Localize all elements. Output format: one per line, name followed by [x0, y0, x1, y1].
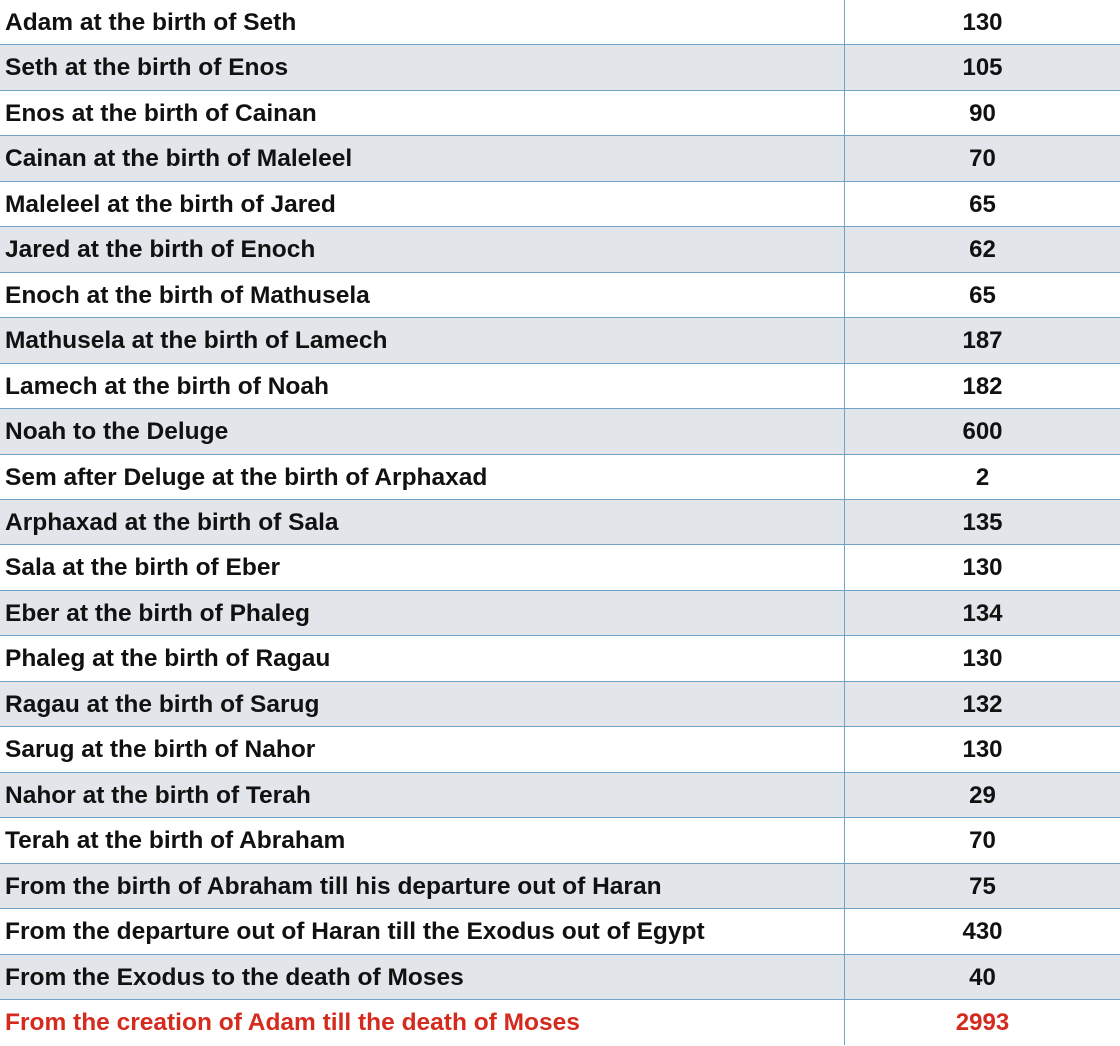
row-years: 600 — [962, 418, 1003, 446]
row-label: Sarug at the birth of Nahor — [0, 727, 845, 771]
table-row — [0, 727, 1120, 772]
row-label: Sem after Deluge at the birth of Arphaxad — [0, 455, 845, 499]
row-years: 70 — [969, 827, 996, 855]
table-row — [0, 136, 1120, 181]
row-years: 65 — [969, 281, 996, 309]
row-label: Cainan at the birth of Maleleel — [0, 136, 845, 180]
row-years: 130 — [962, 554, 1003, 582]
row-years: 75 — [969, 872, 996, 900]
table-row — [0, 45, 1120, 90]
row-years: 2 — [975, 463, 990, 491]
row-label: Adam at the birth of Seth — [0, 0, 845, 44]
row-years: 134 — [962, 599, 1003, 627]
row-label: From the Exodus to the death of Moses — [0, 955, 845, 999]
row-years: 70 — [969, 145, 996, 173]
table-row — [0, 636, 1120, 681]
row-years: 132 — [962, 690, 1003, 718]
row-years: 40 — [969, 963, 996, 991]
row-label: Mathusela at the birth of Lamech — [0, 318, 845, 362]
row-years: 62 — [969, 236, 996, 264]
row-years: 182 — [962, 372, 1003, 400]
row-label: Seth at the birth of Enos — [0, 45, 845, 89]
row-label: Enos at the birth of Cainan — [0, 91, 845, 135]
row-years: 430 — [962, 918, 1003, 946]
row-years: 130 — [962, 9, 1003, 36]
table-row — [0, 591, 1120, 636]
table-row — [0, 545, 1120, 590]
row-years: 135 — [962, 508, 1003, 536]
table-row — [0, 91, 1120, 136]
table-row — [0, 273, 1120, 318]
table-row — [0, 409, 1120, 454]
row-years: 29 — [969, 781, 996, 809]
row-label: Enoch at the birth of Mathusela — [0, 273, 845, 317]
row-label: Eber at the birth of Phaleg — [0, 591, 845, 635]
table-row — [0, 682, 1120, 727]
row-label: Nahor at the birth of Terah — [0, 773, 845, 817]
row-label: Maleleel at the birth of Jared — [0, 182, 845, 226]
row-label: Lamech at the birth of Noah — [0, 364, 845, 408]
row-label: Noah to the Deluge — [0, 409, 845, 453]
row-label: From the birth of Abraham till his departure out of Haran — [0, 864, 845, 908]
row-years: 130 — [962, 645, 1003, 673]
table-row — [0, 0, 1120, 45]
row-years: 105 — [962, 54, 1003, 82]
total-row — [0, 1000, 1120, 1045]
table-row — [0, 818, 1120, 863]
table-row — [0, 227, 1120, 272]
row-years: 130 — [962, 736, 1003, 764]
table-row — [0, 364, 1120, 409]
row-years: 65 — [969, 190, 996, 218]
row-label: Arphaxad at the birth of Sala — [0, 500, 845, 544]
row-label: Terah at the birth of Abraham — [0, 818, 845, 862]
row-label: Ragau at the birth of Sarug — [0, 682, 845, 726]
table-row — [0, 182, 1120, 227]
row-label: Sala at the birth of Eber — [0, 545, 845, 589]
row-label: Jared at the birth of Enoch — [0, 227, 845, 271]
total-years: 2993 — [955, 1008, 1010, 1036]
table-row — [0, 500, 1120, 545]
table-row — [0, 455, 1120, 500]
table-row — [0, 909, 1120, 954]
row-years: 90 — [969, 99, 996, 127]
row-label: From the departure out of Haran till the Exodus out of Egypt — [0, 909, 845, 953]
row-years: 187 — [962, 327, 1003, 355]
table-row — [0, 773, 1120, 818]
table-row — [0, 864, 1120, 909]
row-label: Phaleg at the birth of Ragau — [0, 636, 845, 680]
table-row — [0, 318, 1120, 363]
table-row — [0, 955, 1120, 1000]
total-label: From the creation of Adam till the death of Moses — [0, 1000, 845, 1045]
